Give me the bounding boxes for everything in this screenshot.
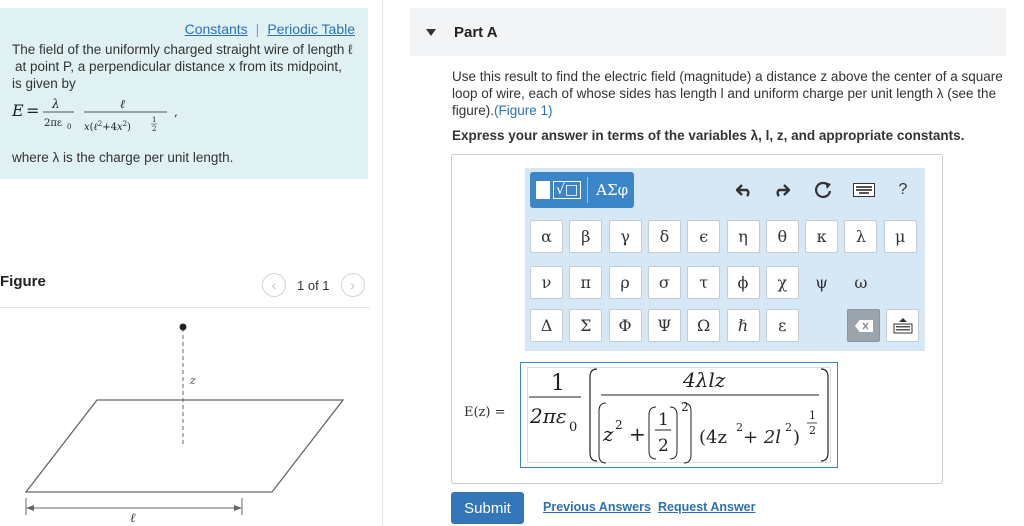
symbol-key[interactable]: κ: [805, 220, 838, 253]
left-panel: [0, 0, 382, 526]
chevron-right-icon[interactable]: ›: [341, 273, 365, 297]
coef-num: 1: [551, 371, 565, 396]
answer-expression: [521, 363, 839, 469]
symbol-key[interactable]: Σ: [569, 309, 602, 342]
undo-icon[interactable]: [734, 178, 754, 202]
svg-text:,: ,: [174, 105, 178, 119]
symbol-key[interactable]: δ: [648, 220, 681, 253]
symbol-key[interactable]: σ: [648, 266, 681, 299]
greek-label: ΑΣφ: [596, 181, 629, 199]
l-label: ℓ: [130, 511, 136, 526]
reset-icon[interactable]: [812, 178, 834, 202]
symbol-key[interactable]: λ: [844, 220, 877, 253]
resource-links: [185, 21, 355, 37]
keyboard-icon[interactable]: [851, 178, 877, 202]
term-z: z: [603, 422, 614, 446]
symbol-palette: [525, 212, 925, 351]
instruction-text: Express your answer in terms of the variables λ, l, z, and appropriate constants.: [452, 128, 965, 143]
redo-icon[interactable]: [772, 178, 792, 202]
symbol-key[interactable]: μ: [884, 220, 917, 253]
svg-text:λ: λ: [52, 97, 60, 111]
request-answer-link[interactable]: Request Answer: [658, 500, 756, 514]
root-term: (4z: [699, 427, 727, 448]
symbol-key[interactable]: η: [727, 220, 760, 253]
figure-link[interactable]: (Figure 1): [494, 103, 553, 118]
periodic-table-link[interactable]: Periodic Table: [267, 21, 355, 37]
info-text: [12, 41, 362, 92]
z-label: z: [190, 374, 196, 387]
outer-exp-den: 2: [809, 424, 816, 437]
root-close: ): [793, 427, 801, 448]
figure-divider: [0, 307, 370, 308]
coef-den: 2πε: [530, 404, 567, 428]
info-line-3: is given by: [12, 76, 76, 91]
symbol-key[interactable]: χ: [766, 266, 799, 299]
symbol-key[interactable]: ψ: [815, 273, 828, 292]
symbol-key[interactable]: τ: [687, 266, 720, 299]
symbol-key[interactable]: θ: [766, 220, 799, 253]
root-exp2: 2: [785, 421, 792, 434]
symbol-key[interactable]: π: [569, 266, 602, 299]
figure-title: Figure: [0, 273, 46, 290]
symbol-key[interactable]: Δ: [530, 309, 563, 342]
answer-numerator: 4λlz: [683, 368, 726, 392]
half-exp: 2: [681, 400, 689, 414]
symbol-key[interactable]: ε: [766, 309, 799, 342]
symbol-key[interactable]: α: [530, 220, 563, 253]
svg-text:2πε: 2πε: [44, 118, 63, 129]
answer-input[interactable]: [520, 362, 838, 468]
plus-sign: +: [629, 422, 646, 446]
part-header[interactable]: [410, 8, 1006, 56]
symbol-key[interactable]: ℏ: [727, 309, 760, 342]
templates-button[interactable]: [530, 172, 634, 208]
figure-pager: [262, 273, 365, 297]
symbol-key[interactable]: ϵ: [687, 220, 720, 253]
wire-field-formula: [12, 92, 212, 142]
svg-text:x(ℓ2+4x2): $x(\ell^2+4x^2)$: [84, 120, 131, 133]
link-separator: |: [255, 21, 260, 37]
symbol-key[interactable]: ϕ: [727, 266, 760, 299]
coef-den-sub: 0: [569, 420, 578, 435]
palette-keyboard-icon[interactable]: [886, 309, 919, 342]
svg-text:ℓ: ℓ: [120, 97, 125, 111]
info-line-1: The field of the uniformly charged straight wire of length ℓ: [12, 42, 353, 57]
svg-text:0: 0: [67, 123, 72, 131]
symbol-key[interactable]: Ω: [687, 309, 720, 342]
answer-label: E(z) =: [464, 405, 506, 420]
square-loop-figure: [0, 310, 370, 526]
panel-divider: [382, 0, 383, 526]
part-title: Part A: [454, 23, 498, 41]
outer-exp-num: 1: [809, 409, 816, 422]
chevron-left-icon[interactable]: ‹: [262, 273, 286, 297]
symbol-key[interactable]: Ψ: [648, 309, 681, 342]
svg-text:=: =: [26, 101, 40, 120]
templates-separator: [587, 177, 588, 203]
term-z-exp: 2: [615, 418, 623, 432]
info-line-2: at point P, a perpendicular distance x from its midpoint,: [15, 59, 342, 74]
half-num: 1: [658, 410, 669, 430]
symbol-key[interactable]: Φ: [609, 309, 642, 342]
constants-link[interactable]: Constants: [184, 21, 248, 37]
symbol-key[interactable]: ρ: [609, 266, 642, 299]
symbol-key[interactable]: ω: [854, 273, 868, 292]
template-box-icon: [536, 181, 550, 199]
root-mid: + 2l: [743, 427, 782, 448]
backspace-icon[interactable]: [847, 309, 880, 342]
collapse-caret-icon[interactable]: [426, 29, 436, 36]
symbol-key[interactable]: ν: [530, 266, 563, 299]
sqrt-icon: √□: [553, 181, 581, 199]
question-text: [452, 68, 1008, 119]
info-where: where λ is the charge per unit length.: [12, 150, 234, 165]
root-exp1: 2: [736, 421, 743, 434]
figure-page-count: 1 of 1: [297, 277, 330, 293]
help-icon[interactable]: ?: [898, 181, 908, 198]
question-body: Use this result to find the electric field (magnitude) a distance z above the center of a square loop of wire, each of whose sides has length l and uniform charge per unit length λ (see the figure).: [452, 69, 1003, 118]
half-den: 2: [658, 436, 669, 456]
symbol-key[interactable]: β: [569, 220, 602, 253]
svg-text:E: E: [12, 101, 24, 120]
svg-text:1: 1: [152, 116, 157, 124]
previous-answers-link[interactable]: Previous Answers: [543, 500, 651, 514]
submit-button[interactable]: Submit: [451, 492, 524, 524]
symbol-key[interactable]: γ: [609, 220, 642, 253]
svg-text:2: 2: [152, 125, 157, 133]
